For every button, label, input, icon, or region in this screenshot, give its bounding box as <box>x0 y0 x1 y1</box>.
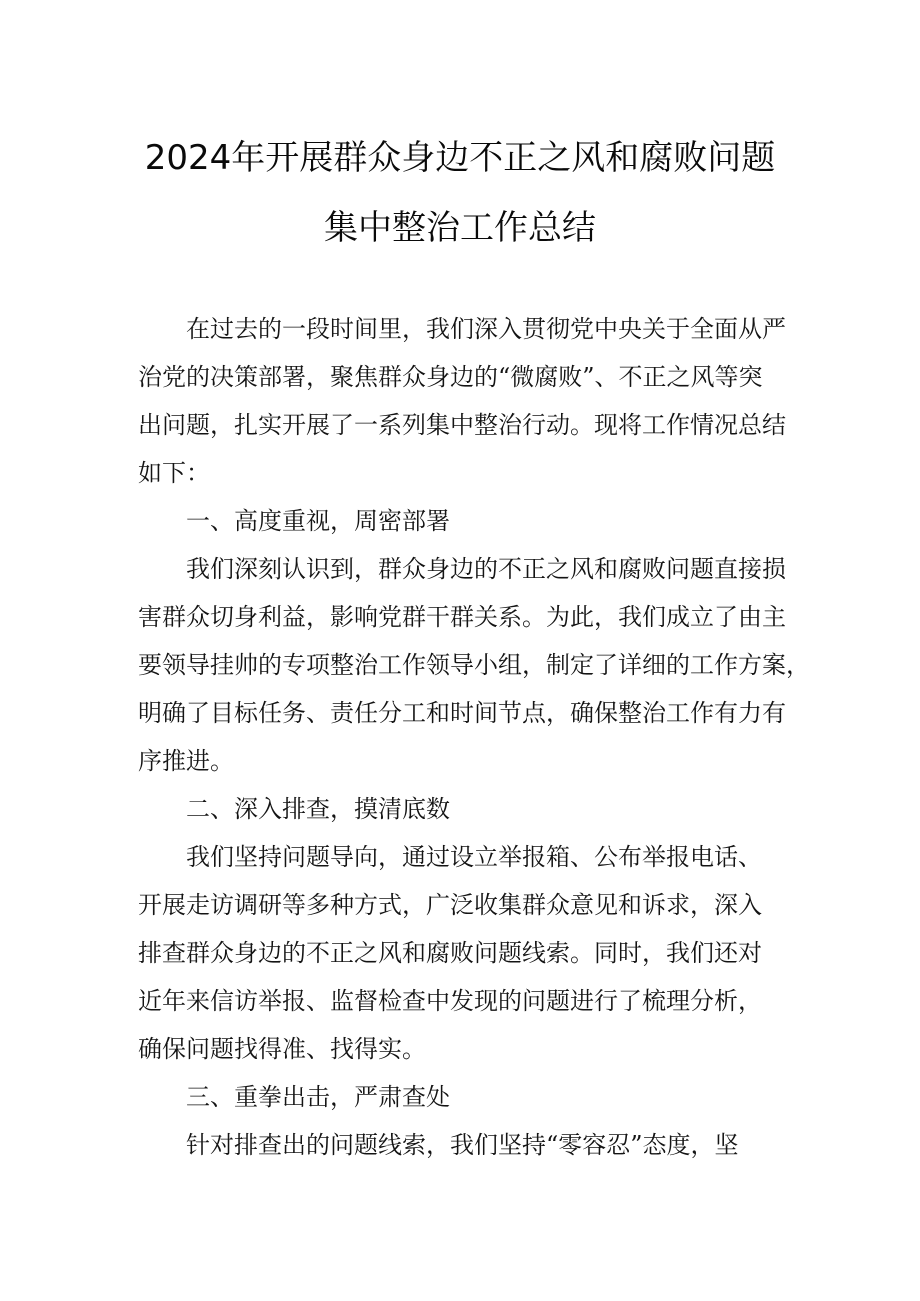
document-title-line2: 集中整治工作总结 <box>324 208 596 248</box>
section-heading-1: 一、高度重视，周密部署 <box>186 507 450 535</box>
paragraph-section2-line: 我们坚持问题导向，通过设立举报箱、公布举报电话、 <box>186 843 762 871</box>
paragraph-section1-line: 我们深刻认识到，群众身边的不正之风和腐败问题直接损 <box>186 555 786 583</box>
paragraph-section2-line: 开展走访调研等多种方式，广泛收集群众意见和诉求，深入 <box>138 891 762 919</box>
paragraph-section1-line: 要领导挂帅的专项整治工作领导小组，制定了详细的工作方案， <box>138 651 810 679</box>
paragraph-section1-line: 害群众切身利益，影响党群干群关系。为此，我们成立了由主 <box>138 603 786 631</box>
paragraph-section2-line: 确保问题找得准、找得实。 <box>138 1035 426 1063</box>
paragraph-section2-line: 近年来信访举报、监督检查中发现的问题进行了梳理分析， <box>138 987 762 1015</box>
section-heading-3: 三、重拳出击，严肃查处 <box>186 1083 450 1111</box>
paragraph-section1-line: 明确了目标任务、责任分工和时间节点，确保整治工作有力有 <box>138 699 786 727</box>
paragraph-intro-line: 如下： <box>138 459 210 487</box>
paragraph-intro-line: 在过去的一段时间里，我们深入贯彻党中央关于全面从严 <box>186 315 786 343</box>
paragraph-section3-line: 针对排查出的问题线索，我们坚持“零容忍”态度，坚 <box>186 1131 739 1159</box>
document-title-line1: 2024年开展群众身边不正之风和腐败问题 <box>144 138 776 178</box>
paragraph-section1-line: 序推进。 <box>138 747 234 775</box>
paragraph-intro-line: 出问题，扎实开展了一系列集中整治行动。现将工作情况总结 <box>138 411 786 439</box>
section-heading-2: 二、深入排查，摸清底数 <box>186 795 450 823</box>
paragraph-section2-line: 排查群众身边的不正之风和腐败问题线索。同时，我们还对 <box>138 939 762 967</box>
paragraph-intro-line: 治党的决策部署，聚焦群众身边的“微腐败”、不正之风等突 <box>138 363 763 391</box>
